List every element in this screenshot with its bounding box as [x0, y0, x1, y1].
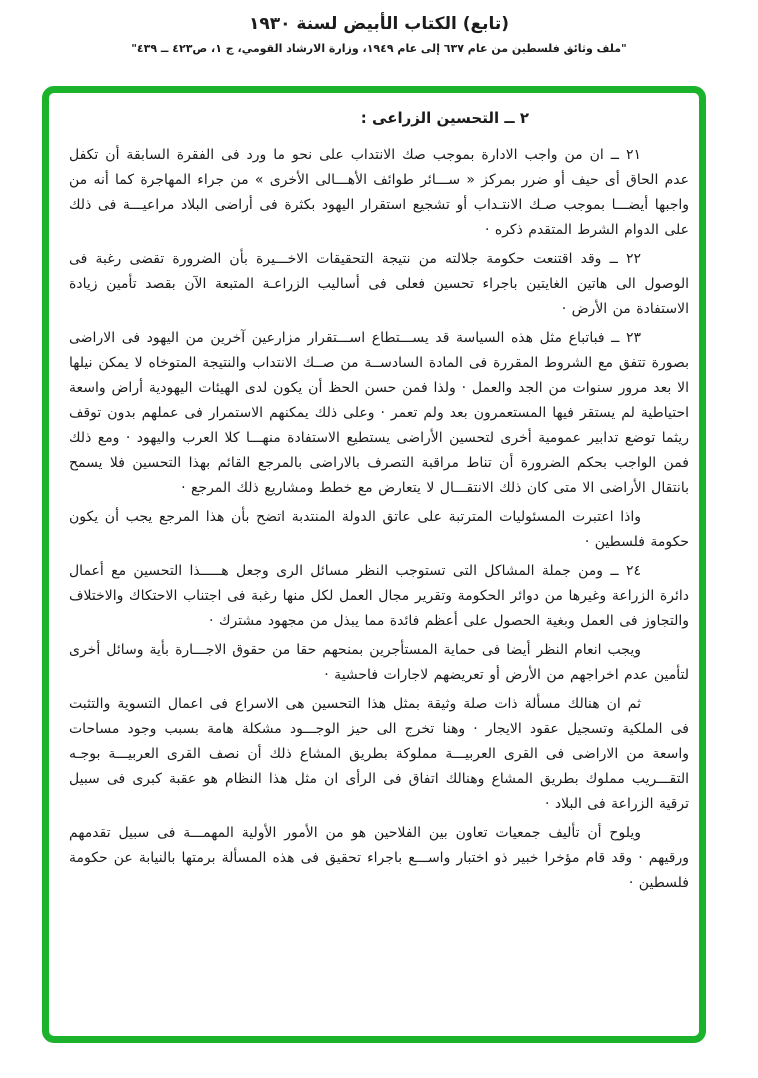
paragraph-land-settlement: ثم ان هنالك مسألة ذات صلة وثيقة بمثل هذا التحسين هى الاسراع فى اعمال التسوية والتثبت فى الملكية وتسجيل عقود الايجار · وهنا تخرج الى حيز الوجـــود مشكلة هامة بسبب وجود مساحات واسعة من الاراضى فى القرى العربيـــة مملوكة بطريق المشاع ذلك أن نصف القرى العربيـــة بوجـه التقـــريب مملوك بطريق المشاع وهنالك اتفاق فى الرأى ان مثل هذا النظام هو عقبة كبرى فى سبيل ترقية الزراعة فى البلاد · [69, 696, 689, 812]
paragraph-tenant-protection: ويجب انعام النظر أيضا فى حماية المستأجرين بمنحهم حقا من حقوق الاجـــارة بأية وسائل أخرى لتأمين عدم اخراجهم من الأرض أو تعريضهم لاجارات فاحشية · [69, 642, 689, 683]
paragraph-21: ٢١ ــ ان من واجب الادارة بموجب صك الانتداب على نحو ما ورد فى الفقرة السابقة أن تكفل عدم الحاق أى حيف أو ضرر بمركز « ســـائر طوائف الأهـــالى الأخرى » من جراء المهاجرة كما أنه من واجبها أيضـــا بموجب صـك الانتـداب أو تشجيع استقرار اليهود بكثرة فى أراضى البلاد مراعيـــة فى ذلك على الدوام الشرط المتقدم ذكره · [69, 147, 689, 238]
paragraph-22: ٢٢ ــ وقد اقتنعت حكومة جلالته من نتيجة التحقيقات الاخـــيرة بأن الضرورة تقضى رغبة فى الوصول الى هاتين الغايتين باجراء تحسين فعلى فى أساليب الزراعـة المتبعة الآن بقصد تأمين زيادة الاستفادة من الأرض · [69, 251, 689, 317]
section-heading: ٢ ــ التحسين الزراعى : [360, 109, 529, 127]
paragraph-23: ٢٣ ــ فباتباع مثل هذه السياسة قد يســـتطاع اســـتقرار مزارعين آخرين من اليهود فى الاراضى بصورة تتفق مع الشروط المقررة فى المادة السادســة من صــك الانتداب والنتيجة المتوخاه لا يمكن نيلها الا بعد مرور سنوات من الجد والعمل · ولذا فمن حسن الحظ أن يكون لدى الهيئات اليهودية أراض واسعة احتياطية لم يستقر فيها المستعمرون بعد ولم تعمر · وعلى ذلك يمكنهم الاستمرار فى عملهم بدون توقف ريثما توضع تدابير عمومية أخرى لتحسين الأراضى يستطيع الاستفادة منهـــا كلا العرب واليهود · ومع ذلك فمن الواجب بحكم الضرورة أن تناط مراقبة التصرف بالاراضى بالمرجع القائم بهذا التحسين فلا يسمح بانتقال الأراضى الا متى كان ذلك الانتقـــال لا يتعارض مع خطط ومشاريع ذلك المرجع · [69, 330, 689, 496]
paragraph-responsibilities: واذا اعتبرت المسئوليات المترتبة على عاتق الدولة المنتدبة اتضح بأن هذا المرجع يجب أن يكون حكومة فلسطين · [69, 509, 689, 550]
paragraph-24: ٢٤ ــ ومن جملة المشاكل التى تستوجب النظر مسائل الرى وجعل هـــــذا التحسين مع أعمال دائرة الزراعة وغيرها من دوائر الحكومة وتقرير مجال العمل لكل منها رغبة فى اجتناب الاحتكاك والاختلاف والتجاوز فى العمل وبغية الحصول على أعظم فائدة مما يبذل من مجهود مشترك · [69, 563, 689, 629]
highlight-border-box [42, 86, 706, 1043]
paragraph-cooperatives: ويلوح أن تأليف جمعيات تعاون بين الفلاحين هو من الأمور الأولية المهمـــة فى سبيل تقدمهم ورقيهم · وقد قام مؤخرا خبير ذو اختبار واســـع باجراء تحقيق فى هذه المسألة برمتها بالنيابة عن حكومة فلسطين · [69, 825, 689, 891]
page-header [0, 0, 758, 55]
source-citation: "ملف وثائق فلسطين من عام ٦٣٧ إلى عام ١٩٤٩، وزارة الارشاد القومي، ج ١، ص٤٢٣ ــ ٤٣٩" [131, 42, 627, 55]
document-title: (تابع) الكتاب الأبيض لسنة ١٩٣٠ [248, 14, 510, 34]
